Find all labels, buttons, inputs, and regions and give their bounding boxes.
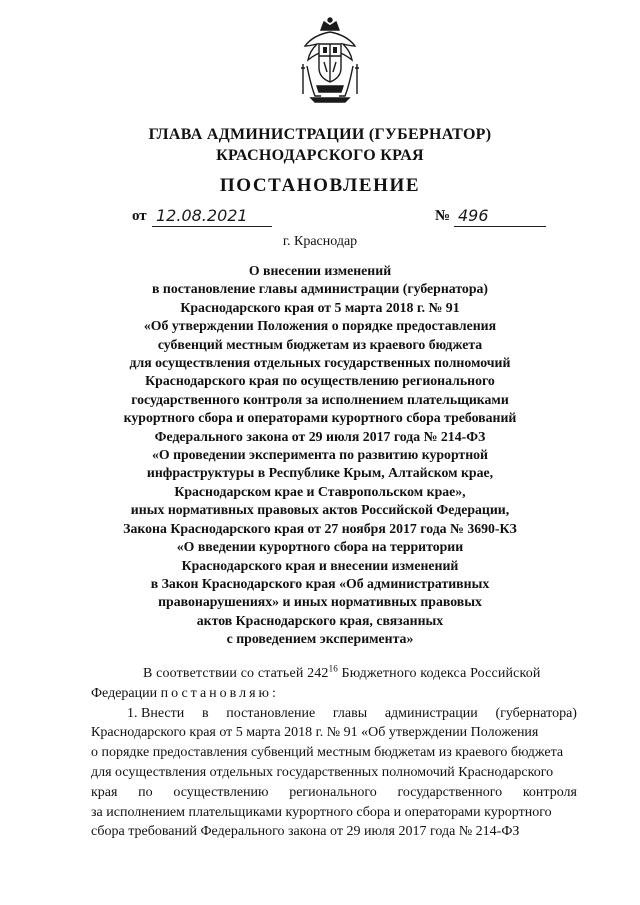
word: контроля bbox=[522, 784, 577, 800]
title-line: в постановление главы администрации (губернатора) bbox=[151, 281, 488, 297]
document-type-heading: ПОСТАНОВЛЕНИЕ bbox=[219, 175, 421, 196]
handwritten-number: 496 bbox=[454, 206, 546, 227]
legal-basis-text: В соответствии со статьей 242 bbox=[143, 666, 329, 681]
legal-basis-text-cont: Бюджетного кодекса Российской bbox=[337, 666, 541, 681]
paragraph-legal-basis-cont bbox=[91, 684, 577, 704]
title-line: Федерального закона от 29 июля 2017 года № 214-ФЗ bbox=[154, 428, 486, 444]
paragraph-item-1-line: для осуществления отдельных государственных полномочий Краснодарского bbox=[91, 764, 554, 780]
word: по bbox=[138, 784, 153, 800]
title-line: инфраструктуры в Республике Крым, Алтайском крае, bbox=[146, 465, 494, 481]
paragraph-item-1-line bbox=[91, 704, 577, 724]
title-line: Краснодарском крае и Ставропольском крае», bbox=[174, 483, 466, 499]
word: 1. Внести bbox=[127, 705, 185, 721]
resolve-word: постановляю: bbox=[160, 685, 279, 701]
title-line: субвенций местным бюджетам из краевого бюджета bbox=[157, 336, 483, 352]
title-line: курортного сбора и операторами курортного сбора требований bbox=[123, 410, 517, 426]
title-line: Краснодарского края от 5 марта 2018 г. № 91 bbox=[180, 299, 460, 315]
handwritten-date: 12.08.2021 bbox=[152, 206, 272, 227]
authority-line-2: КРАСНОДАРСКОГО КРАЯ bbox=[216, 147, 424, 164]
coat-of-arms-emblem-icon bbox=[297, 16, 363, 104]
title-line: актов Краснодарского края, связанных bbox=[196, 612, 444, 628]
title-line: государственного контроля за исполнением плательщиками bbox=[131, 391, 509, 407]
title-line: «О введении курортного сбора на территории bbox=[176, 539, 464, 555]
word: (губернатора) bbox=[495, 705, 577, 721]
word: главы bbox=[332, 705, 368, 721]
word: края bbox=[91, 784, 118, 800]
word: регионального bbox=[289, 784, 377, 800]
word: постановление bbox=[226, 705, 316, 721]
paragraph-item-1-line bbox=[91, 783, 577, 803]
document-body bbox=[91, 664, 577, 842]
title-line: О внесении изменений bbox=[248, 263, 392, 278]
authority-line-1: ГЛАВА АДМИНИСТРАЦИИ (ГУБЕРНАТОР) bbox=[148, 126, 492, 143]
title-line: с проведением эксперимента» bbox=[226, 631, 414, 647]
title-line: для осуществления отдельных государственных полномочий bbox=[129, 355, 511, 371]
title-line: «Об утверждении Положения о порядке предоставления bbox=[143, 318, 497, 334]
legal-basis-line2: Федерации bbox=[91, 685, 161, 701]
paragraph-item-1-line: за исполнением плательщиками курортного сбора и операторами курортного bbox=[91, 804, 552, 820]
resolution-title bbox=[60, 262, 580, 649]
word: осуществлению bbox=[173, 784, 269, 800]
date-label: от bbox=[132, 208, 147, 224]
word: в bbox=[201, 705, 209, 721]
paragraph-item-1-line: сбора требований Федерального закона от 29 июля 2017 года № 214-ФЗ bbox=[91, 824, 520, 840]
issuing-authority bbox=[0, 124, 640, 166]
word: администрации bbox=[384, 705, 478, 721]
title-line: «О проведении эксперимента по развитию курортной bbox=[151, 447, 489, 463]
number-label: № bbox=[435, 208, 451, 224]
title-line: в Закон Краснодарского края «Об административных bbox=[150, 575, 490, 591]
title-line: Краснодарского края и внесении изменений bbox=[181, 557, 459, 573]
word: государственного bbox=[397, 784, 503, 800]
title-line: правонарушениях» и иных нормативных правовых bbox=[158, 594, 482, 610]
article-superscript: 16 bbox=[328, 663, 338, 674]
issuing-city: г. Краснодар bbox=[282, 234, 358, 249]
paragraph-legal-basis bbox=[91, 664, 577, 684]
paragraph-item-1-line: Краснодарского края от 5 марта 2018 г. № 91 «Об утверждении Положения bbox=[91, 725, 539, 741]
title-line: Краснодарского края по осуществлению регионального bbox=[145, 373, 495, 389]
date-number-line bbox=[132, 206, 552, 230]
paragraph-item-1-line: о порядке предоставления субвенций местным бюджетам из краевого бюджета bbox=[91, 745, 564, 761]
title-line: Закона Краснодарского края от 27 ноября 2017 года № 3690-КЗ bbox=[123, 520, 517, 536]
title-line: иных нормативных правовых актов Российской Федерации, bbox=[130, 502, 510, 518]
